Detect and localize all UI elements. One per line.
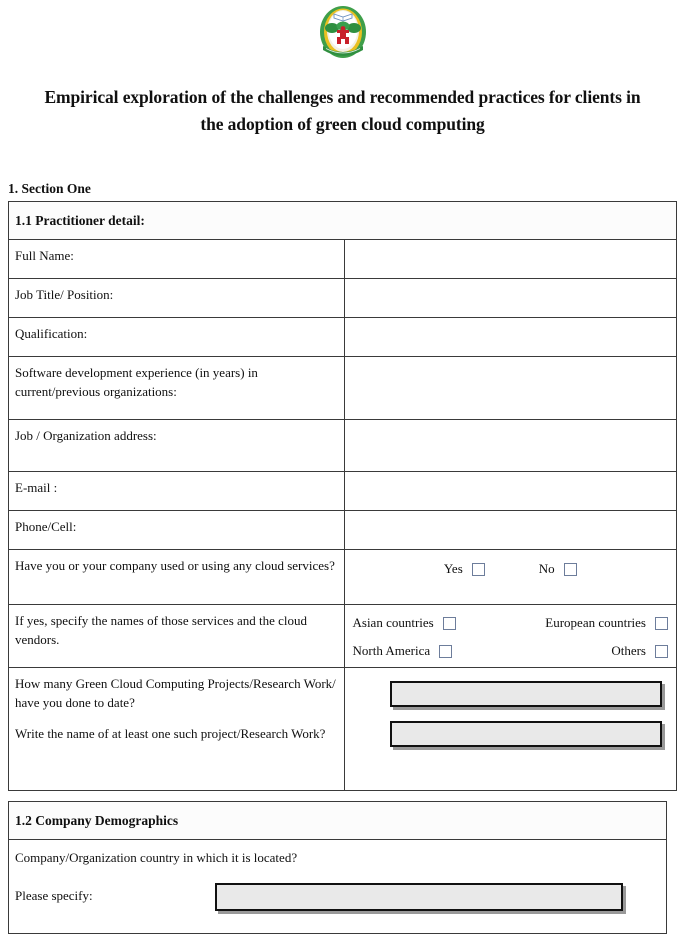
- section-heading: 1. Section One: [8, 181, 91, 197]
- table-row-qualification: [9, 318, 677, 357]
- checkbox-others[interactable]: [655, 645, 668, 658]
- option-label-no: No: [538, 561, 555, 577]
- projects-questions: [9, 668, 345, 791]
- option-north-america[interactable]: [353, 642, 511, 660]
- option-label-north-america: North America: [352, 642, 431, 658]
- company-demographics-table: [8, 801, 667, 934]
- label-projects-count-question: How many Green Cloud Computing Projects/Research Work/ have you done to date?: [15, 676, 336, 710]
- company-country-cell: [9, 840, 667, 933]
- label-please-specify: Please specify:: [15, 887, 93, 903]
- page-title: Empirical exploration of the challenges and recommended practices for clients in the adoption of green cloud computing: [44, 87, 641, 134]
- value-email[interactable]: [344, 472, 677, 511]
- value-experience[interactable]: [344, 357, 677, 420]
- value-phone[interactable]: [344, 511, 677, 550]
- option-label-yes: Yes: [443, 561, 463, 577]
- label-cloud-usage: Have you or your company used or using any cloud services?: [9, 550, 345, 605]
- table-row-experience: [9, 357, 677, 420]
- option-label-others: Others: [611, 642, 646, 658]
- option-cloud-usage-yes[interactable]: [444, 560, 485, 578]
- practitioner-detail-table: [8, 201, 677, 791]
- table-row-org-address: [9, 420, 677, 472]
- table-row-cloud-usage: [9, 550, 677, 605]
- option-european-countries[interactable]: [510, 614, 668, 632]
- option-label-asian-countries: Asian countries: [352, 615, 434, 631]
- label-company-country-question: Company/Organization country in which it is located?: [15, 850, 298, 866]
- checkbox-north-america[interactable]: [439, 645, 452, 658]
- value-full-name[interactable]: [344, 240, 677, 279]
- subsection-1-2-heading: 1.2 Company Demographics: [9, 802, 667, 840]
- checkbox-yes[interactable]: [472, 563, 485, 576]
- cloud-vendors-options: [344, 605, 677, 668]
- table-row-subsection-1-1: [9, 202, 677, 240]
- checkbox-european-countries[interactable]: [655, 617, 668, 630]
- option-others[interactable]: [510, 642, 668, 660]
- label-email: E-mail :: [9, 472, 345, 511]
- table-row-cloud-vendors: [9, 605, 677, 668]
- value-job-title[interactable]: [344, 279, 677, 318]
- label-experience: Software development experience (in years) in current/previous organizations:: [9, 357, 345, 420]
- university-crest-logo: [307, 5, 379, 63]
- value-org-address[interactable]: [344, 420, 677, 472]
- table-row-job-title: [9, 279, 677, 318]
- checkbox-asian-countries[interactable]: [443, 617, 456, 630]
- checkbox-no[interactable]: [564, 563, 577, 576]
- option-asian-countries[interactable]: [353, 614, 511, 632]
- table-row-full-name: [9, 240, 677, 279]
- table-row-company-country: [9, 840, 667, 933]
- projects-count-input[interactable]: [390, 681, 662, 707]
- option-label-european-countries: European countries: [545, 615, 646, 631]
- label-org-address: Job / Organization address:: [9, 420, 345, 472]
- label-qualification: Qualification:: [9, 318, 345, 357]
- label-cloud-vendors: If yes, specify the names of those services and the cloud vendors.: [9, 605, 345, 668]
- projects-answers: [344, 668, 677, 791]
- table-row-phone: [9, 511, 677, 550]
- option-cloud-usage-no[interactable]: [539, 560, 577, 578]
- table-row-email: [9, 472, 677, 511]
- label-phone: Phone/Cell:: [9, 511, 345, 550]
- project-name-input[interactable]: [390, 721, 662, 747]
- table-row-projects: [9, 668, 677, 791]
- subsection-1-1-heading: 1.1 Practitioner detail:: [9, 202, 677, 240]
- cloud-usage-options: [344, 550, 677, 605]
- label-project-name-question: Write the name of at least one such project/Research Work?: [15, 726, 326, 742]
- label-job-title: Job Title/ Position:: [9, 279, 345, 318]
- value-qualification[interactable]: [344, 318, 677, 357]
- logo-container: [0, 0, 685, 62]
- table-row-subsection-1-2: [9, 802, 667, 840]
- company-country-input[interactable]: [215, 883, 623, 911]
- label-full-name: Full Name:: [9, 240, 345, 279]
